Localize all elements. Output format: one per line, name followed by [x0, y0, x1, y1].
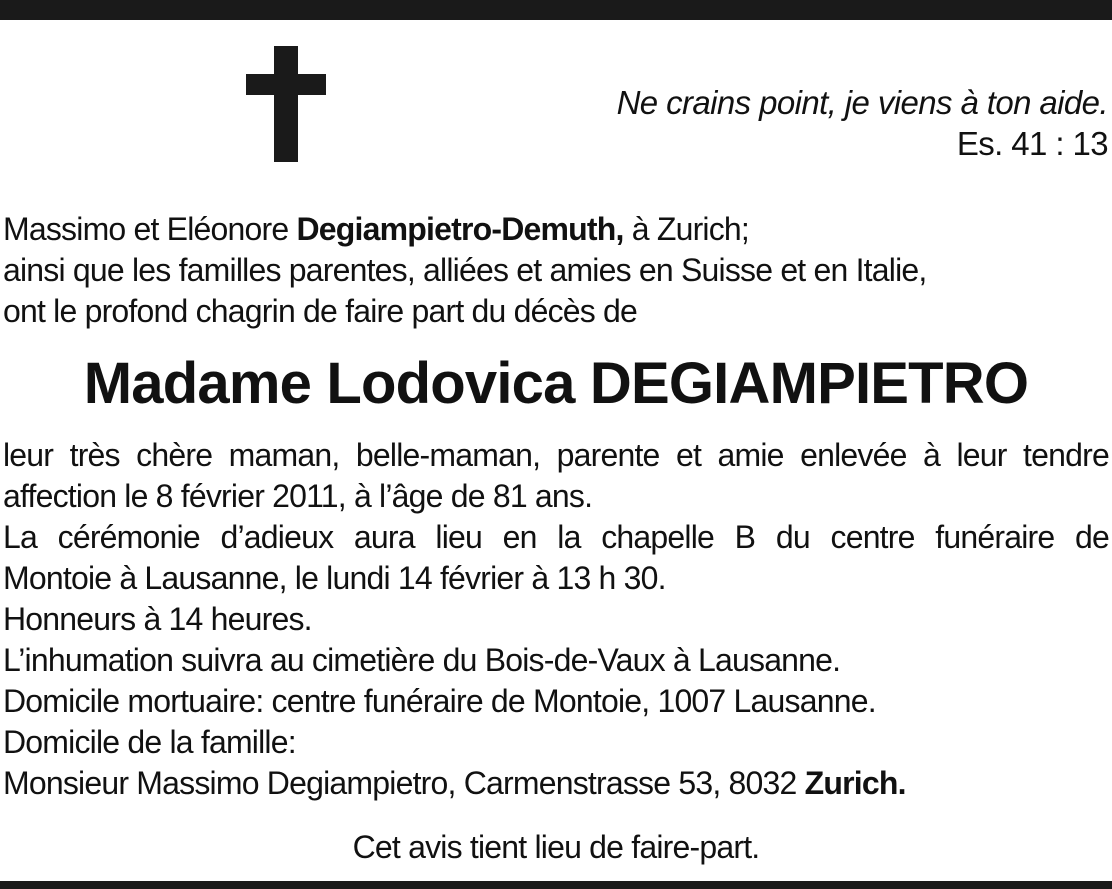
deceased-name: Madame Lodovica DEGIAMPIETRO — [83, 351, 1029, 416]
intro-line-2: ainsi que les familles parentes, alliées et amies en Suisse et en Italie, — [3, 252, 927, 288]
intro-text: Massimo et Eléonore — [3, 211, 297, 247]
body-line-5: Honneurs à 14 heures. — [3, 601, 312, 637]
family-city: Zurich. — [804, 765, 906, 801]
body-line-7: Domicile mortuaire: centre funéraire de Montoie, 1007 Lausanne. — [3, 683, 876, 719]
intro-line-1 — [3, 209, 926, 250]
body-line-3: La cérémonie d’adieux aura lieu en la chapelle B du centre funéraire de — [3, 519, 1109, 555]
verse-quote: Ne crains point, je viens à ton aide. — [616, 84, 1108, 121]
announcement-intro — [3, 209, 926, 332]
intro-line-3: ont le profond chagrin de faire part du décès de — [3, 293, 638, 329]
bible-verse — [617, 82, 1108, 164]
bottom-rule — [0, 881, 1112, 889]
body-line-1: leur très chère maman, belle-maman, parente et amie enlevée à leur tendre — [3, 437, 1109, 473]
body-line-8: Domicile de la famille: — [3, 724, 296, 760]
body-line-6: L’inhumation suivra au cimetière du Bois-de-Vaux à Lausanne. — [3, 642, 841, 678]
family-address: Monsieur Massimo Degiampietro, Carmenstrasse 53, 8032 — [3, 765, 805, 801]
body-line-9 — [3, 763, 1109, 804]
verse-reference: Es. 41 : 13 — [956, 125, 1108, 162]
footer-note: Cet avis tient lieu de faire-part. — [352, 829, 760, 865]
intro-text: à Zurich; — [623, 211, 750, 247]
top-rule — [0, 0, 1112, 20]
body-line-2: affection le 8 février 2011, à l’âge de 81 ans. — [3, 478, 593, 514]
announcement-body — [3, 435, 1109, 804]
cross-icon — [246, 46, 326, 162]
family-name: Degiampietro-Demuth, — [296, 211, 624, 247]
body-line-4: Montoie à Lausanne, le lundi 14 février à 13 h 30. — [3, 560, 666, 596]
